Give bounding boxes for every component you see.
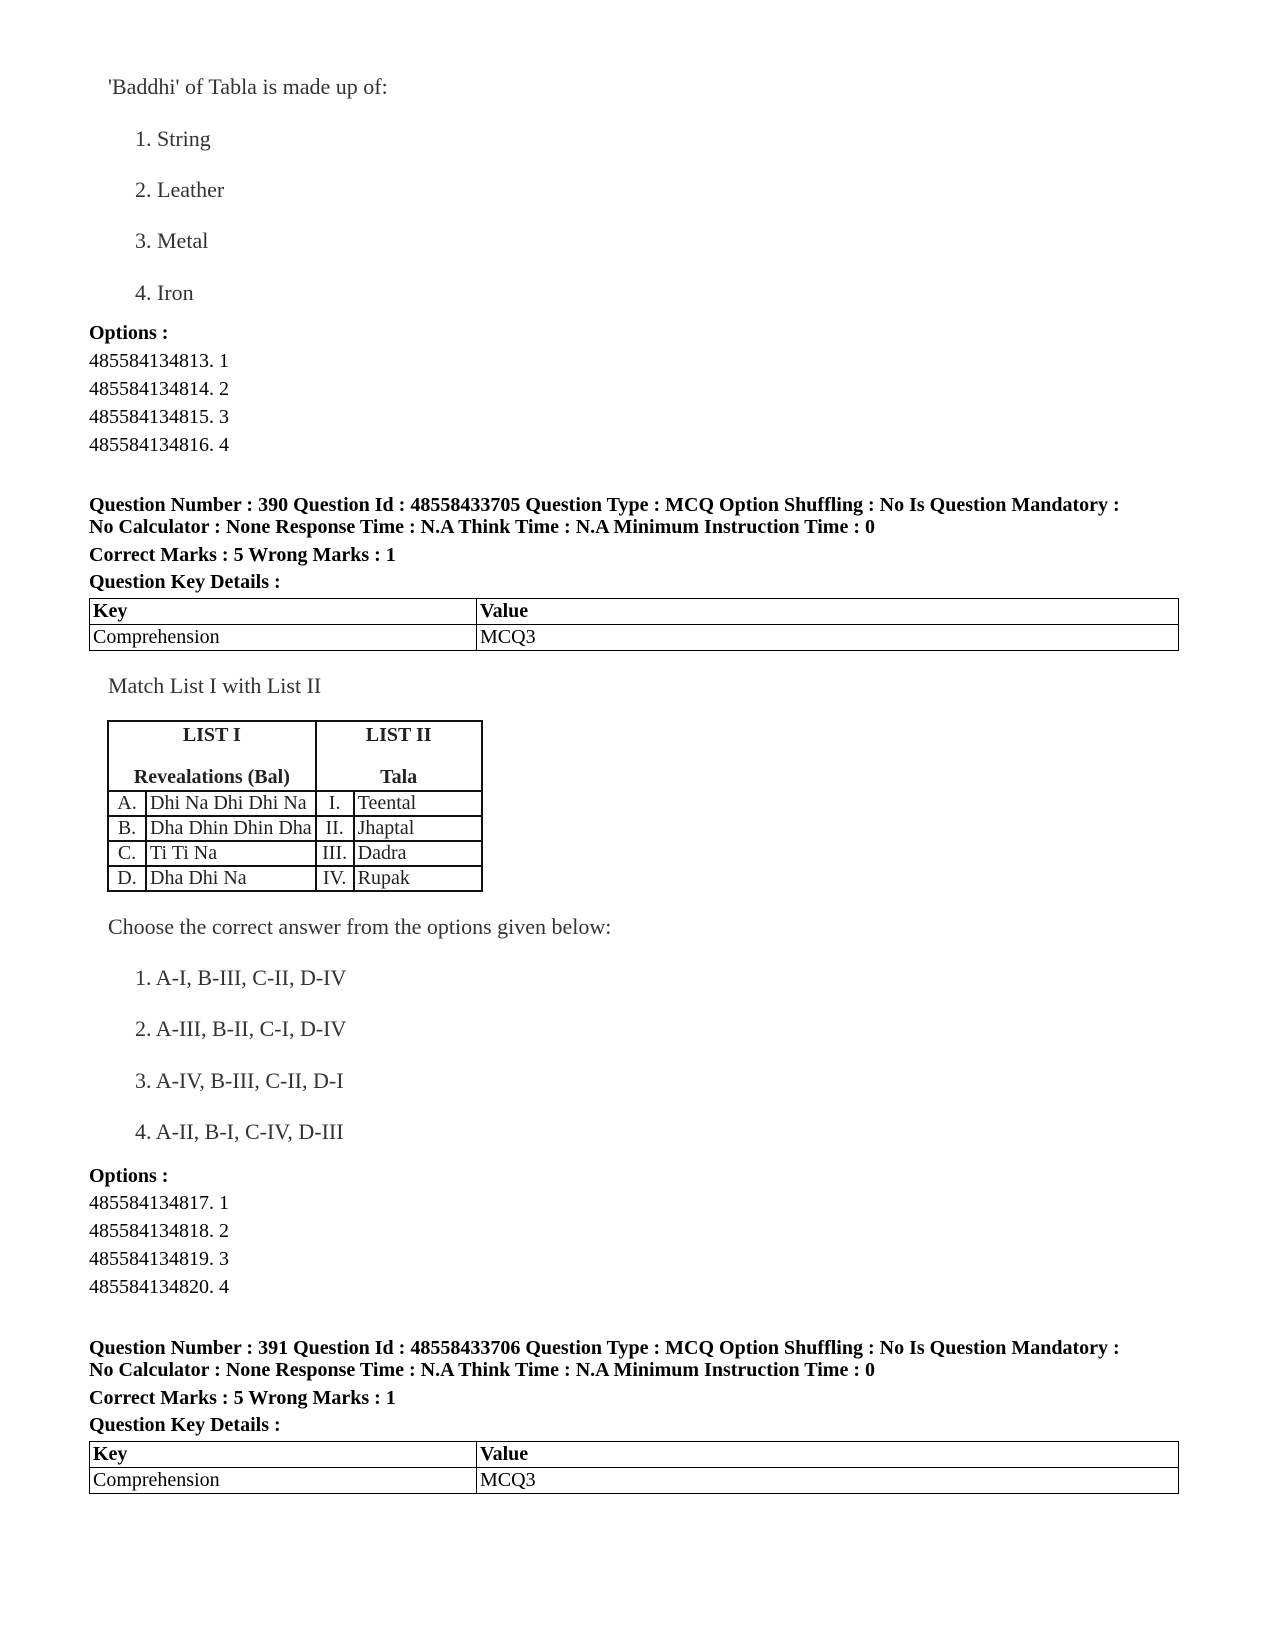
- roman-label: I.: [316, 791, 354, 816]
- question-390-choice-3: 3. A-IV, B-III, C-II, D-I: [135, 1068, 344, 1093]
- option-item: 485584134817. 1: [89, 1192, 229, 1214]
- options-list: [89, 1189, 229, 1301]
- value-cell: MCQ3: [477, 1468, 1179, 1494]
- table-row: [90, 1468, 1179, 1494]
- value-cell: MCQ3: [477, 625, 1179, 651]
- table-header-row: [90, 1442, 1179, 1468]
- key-cell: Comprehension: [90, 625, 477, 651]
- table-row: [108, 791, 482, 816]
- option-item: 485584134820. 4: [89, 1276, 229, 1298]
- question-389-choice-2: 2. Leather: [135, 177, 225, 202]
- bal-cell: Ti Ti Na: [146, 841, 316, 866]
- question-390-meta-line-1: Question Number : 390 Question Id : 48558433705 Question Type : MCQ Option Shuffling : No Is Question Mandatory :: [89, 494, 1120, 516]
- value-header: Value: [477, 1442, 1179, 1468]
- list-2-title: LIST II: [365, 724, 432, 746]
- options-label: Options :: [89, 1165, 169, 1187]
- question-390-key-table: [89, 598, 1179, 651]
- question-390-stem: Match List I with List II: [108, 673, 322, 698]
- list-1-title: LIST I: [182, 724, 241, 746]
- table-row: [108, 816, 482, 841]
- question-389-choice-1: 1. String: [135, 126, 211, 151]
- question-391-marks: Correct Marks : 5 Wrong Marks : 1: [89, 1387, 396, 1409]
- list-2-subtitle: Tala: [380, 766, 418, 788]
- bal-cell: Dha Dhi Na: [146, 866, 316, 891]
- value-header: Value: [477, 599, 1179, 625]
- tala-cell: Rupak: [354, 866, 482, 891]
- key-cell: Comprehension: [90, 1468, 477, 1494]
- option-item: 485584134814. 2: [89, 378, 229, 400]
- row-label: D.: [108, 866, 146, 891]
- table-row: [90, 625, 1179, 651]
- question-389-choice-4: 4. Iron: [135, 280, 194, 305]
- roman-label: III.: [316, 841, 354, 866]
- option-item: 485584134815. 3: [89, 406, 229, 428]
- bal-cell: Dha Dhin Dhin Dha: [146, 816, 316, 841]
- roman-label: II.: [316, 816, 354, 841]
- question-391-meta-line-1: Question Number : 391 Question Id : 48558433706 Question Type : MCQ Option Shuffling : No Is Question Mandatory :: [89, 1337, 1120, 1359]
- row-label: C.: [108, 841, 146, 866]
- question-391-key-table: [89, 1441, 1179, 1494]
- row-label: A.: [108, 791, 146, 816]
- list-1-subtitle: Revealations (Bal): [133, 766, 290, 788]
- tala-cell: Dadra: [354, 841, 482, 866]
- question-389-stem: 'Baddhi' of Tabla is made up of:: [108, 74, 388, 99]
- options-label: Options :: [89, 322, 169, 344]
- list-1-header: [108, 721, 316, 791]
- tala-cell: Teental: [354, 791, 482, 816]
- bal-cell: Dhi Na Dhi Dhi Na: [146, 791, 316, 816]
- match-list-table: [107, 720, 483, 892]
- options-list: [89, 347, 229, 459]
- option-item: 485584134813. 1: [89, 350, 229, 372]
- question-390-meta-line-2: No Calculator : None Response Time : N.A Think Time : N.A Minimum Instruction Time : 0: [89, 516, 875, 538]
- option-item: 485584134818. 2: [89, 1220, 229, 1242]
- key-header: Key: [90, 1442, 477, 1468]
- tala-cell: Jhaptal: [354, 816, 482, 841]
- option-item: 485584134819. 3: [89, 1248, 229, 1270]
- table-header-row: [90, 599, 1179, 625]
- list-2-header: [316, 721, 482, 791]
- roman-label: IV.: [316, 866, 354, 891]
- question-391-meta-line-2: No Calculator : None Response Time : N.A Think Time : N.A Minimum Instruction Time : 0: [89, 1359, 875, 1381]
- key-header: Key: [90, 599, 477, 625]
- question-390-choice-1: 1. A-I, B-III, C-II, D-IV: [135, 965, 347, 990]
- match-table-header: [108, 721, 482, 791]
- table-row: [108, 866, 482, 891]
- question-390-instruction: Choose the correct answer from the options given below:: [108, 914, 612, 939]
- question-389-choice-3: 3. Metal: [135, 228, 209, 253]
- row-label: B.: [108, 816, 146, 841]
- question-390-choice-4: 4. A-II, B-I, C-IV, D-III: [135, 1119, 344, 1144]
- question-390-marks: Correct Marks : 5 Wrong Marks : 1: [89, 544, 396, 566]
- table-row: [108, 841, 482, 866]
- question-391-key-details-label: Question Key Details :: [89, 1414, 281, 1436]
- question-390-choice-2: 2. A-III, B-II, C-I, D-IV: [135, 1016, 347, 1041]
- option-item: 485584134816. 4: [89, 434, 229, 456]
- question-390-key-details-label: Question Key Details :: [89, 571, 281, 593]
